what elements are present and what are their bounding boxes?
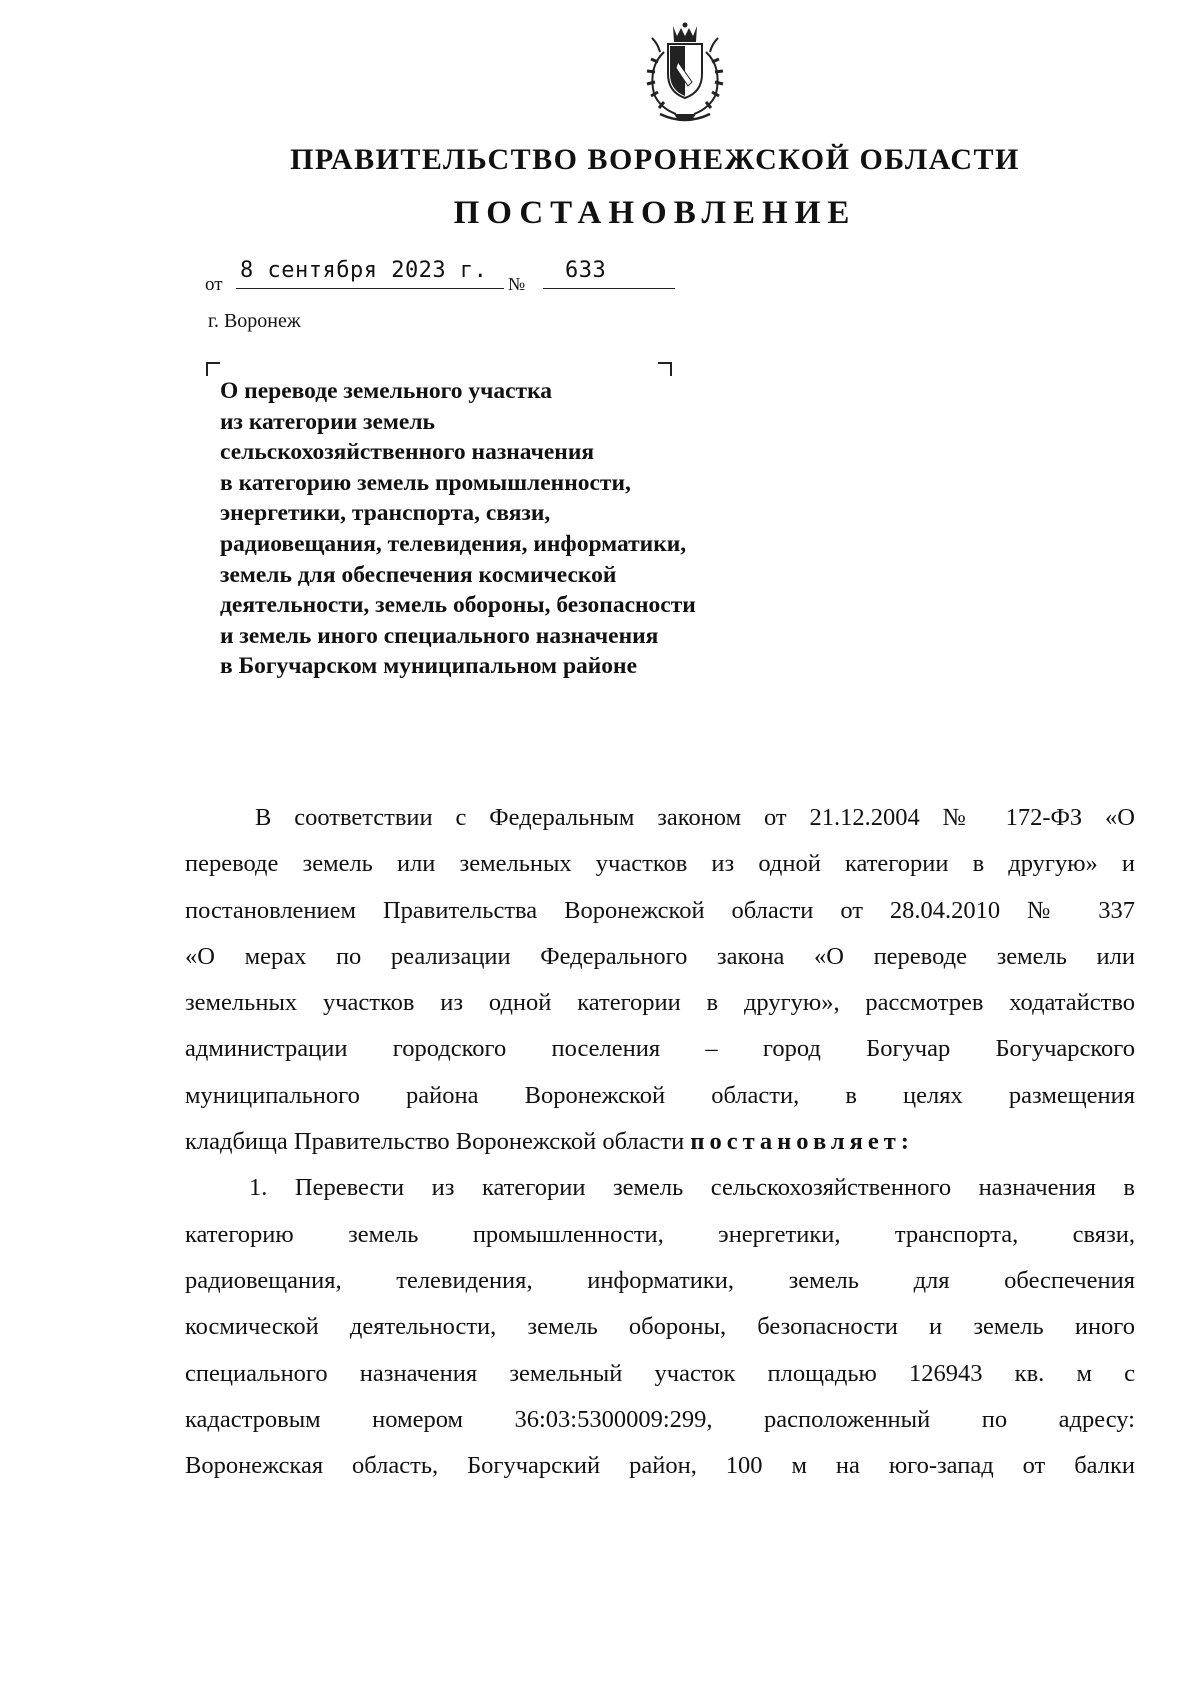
date-underline <box>236 288 504 289</box>
decree-word: постановляет: <box>690 1128 914 1156</box>
from-label: от <box>205 274 223 295</box>
subject-line: земель для обеспечения космической <box>220 561 617 588</box>
document-number: 633 <box>565 258 607 283</box>
subject-line: радиовещания, телевидения, информатики, <box>220 530 687 557</box>
organization-title: ПРАВИТЕЛЬСТВО ВОРОНЕЖСКОЙ ОБЛАСТИ <box>290 143 1020 176</box>
document-date: 8 сентября 2023 г. <box>240 258 488 283</box>
body-line: «О мерах по реализации Федерального закона «О переводе земель или <box>185 942 1135 970</box>
number-underline <box>543 288 675 289</box>
subject-line: из категории земель <box>220 408 435 435</box>
document-subject <box>220 376 860 682</box>
number-label: № <box>508 274 526 294</box>
document-body <box>185 795 1135 1489</box>
body-line: переводе земель или земельных участков из одной категории в другую» и <box>185 850 1135 878</box>
body-line: специального назначения земельный участок площадью 126943 кв. м с <box>185 1359 1135 1387</box>
body-line-text: кладбища Правительство Воронежской области <box>185 1128 685 1156</box>
document-type-title: ПОСТАНОВЛЕНИЕ <box>453 195 857 231</box>
body-line: Воронежская область, Богучарский район, 100 м на юго-запад от балки <box>185 1452 1135 1480</box>
subject-corner-mark-right <box>658 362 672 376</box>
body-line: кадастровым номером 36:03:5300009:299, расположенный по адресу: <box>185 1405 1135 1433</box>
body-line: радиовещания, телевидения, информатики, земель для обеспечения <box>185 1266 1135 1294</box>
body-line: земельных участков из одной категории в другую», рассмотрев ходатайство <box>185 989 1135 1017</box>
body-line: В соответствии с Федеральным законом от 21.12.2004 № 172-ФЗ «О <box>255 804 1135 831</box>
subject-line: энергетики, транспорта, связи, <box>220 500 551 527</box>
preamble-paragraph <box>185 795 1135 1165</box>
item-1-paragraph <box>185 1165 1135 1489</box>
subject-line: сельскохозяйственного назначения <box>220 439 595 466</box>
body-line: категорию земель промышленности, энергетики, транспорта, связи, <box>185 1220 1135 1248</box>
date-number-line <box>205 258 685 298</box>
subject-line: в Богучарском муниципальном районе <box>220 653 638 680</box>
coat-of-arms-emblem <box>630 22 740 126</box>
body-line-final <box>185 1119 1135 1165</box>
subject-line: О переводе земельного участка <box>220 378 553 404</box>
subject-line: и земель иного специального назначения <box>220 622 659 649</box>
body-line: космической деятельности, земель обороны, безопасности и земель иного <box>185 1313 1135 1341</box>
body-line: муниципального района Воронежской области, в целях размещения <box>185 1081 1135 1109</box>
body-line: 1. Перевести из категории земель сельскохозяйственного назначения в <box>249 1174 1135 1202</box>
body-line: постановлением Правительства Воронежской области от 28.04.2010 № 337 <box>185 896 1135 924</box>
subject-line: в категорию земель промышленности, <box>220 469 631 496</box>
subject-line: деятельности, земель обороны, безопасности <box>220 592 696 619</box>
subject-corner-mark-left <box>206 362 220 376</box>
city-name: г. Воронеж <box>208 310 301 332</box>
body-line: администрации городского поселения – город Богучар Богучарского <box>185 1035 1135 1063</box>
